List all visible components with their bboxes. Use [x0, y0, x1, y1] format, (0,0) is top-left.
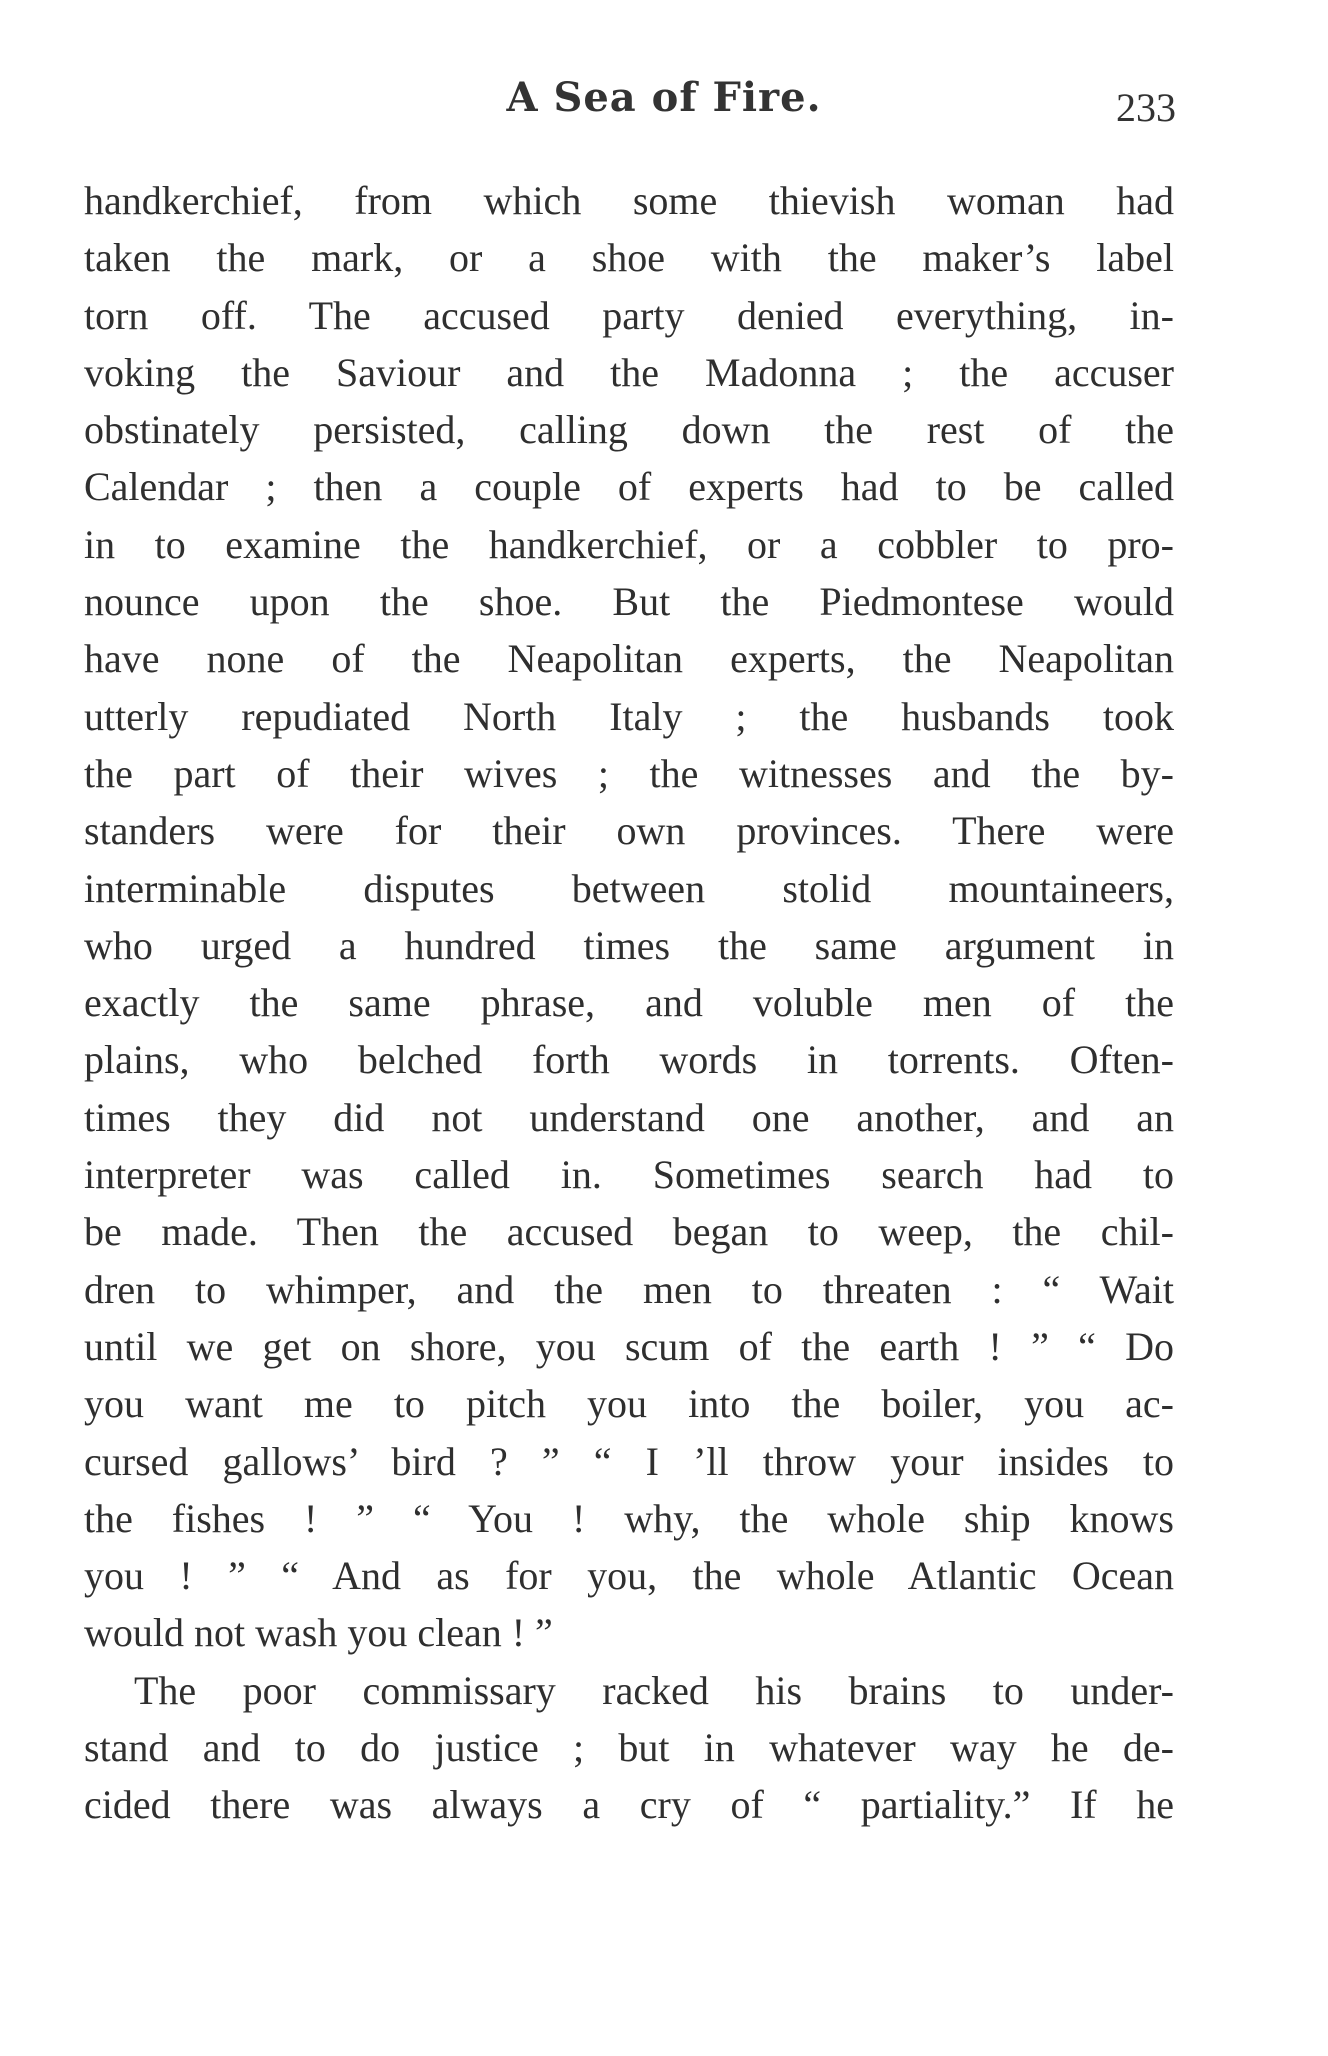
- text-line: until we get on shore, you scum of the earth ! ” “ Do: [84, 1323, 1174, 1369]
- text-line: torn off. The accused party denied everything, in-: [84, 292, 1174, 338]
- text-line: voking the Saviour and the Madonna ; the accuser: [84, 349, 1174, 395]
- text-line: Calendar ; then a couple of experts had to be called: [84, 464, 1174, 510]
- text-line: in to examine the handkerchief, or a cobbler to pro-: [84, 521, 1174, 567]
- paragraph-first-line: The poor commissary racked his brains to under-: [134, 1667, 1174, 1713]
- text-line: exactly the same phrase, and voluble men of the: [84, 980, 1174, 1026]
- text-line: plains, who belched forth words in torrents. Often-: [84, 1037, 1174, 1083]
- chapter-title: A Sea of Fire.: [506, 74, 822, 121]
- text-line: utterly repudiated North Italy ; the husbands took: [84, 693, 1174, 739]
- text-line: you want me to pitch you into the boiler, you ac-: [84, 1381, 1174, 1427]
- text-line: interpreter was called in. Sometimes search had to: [84, 1152, 1174, 1198]
- text-line: you ! ” “ And as for you, the whole Atlantic Ocean: [84, 1553, 1174, 1599]
- text-line: cided there was always a cry of “ partiality.” If he: [84, 1782, 1174, 1828]
- text-line: the fishes ! ” “ You ! why, the whole ship knows: [84, 1495, 1174, 1541]
- text-line: obstinately persisted, calling down the rest of the: [84, 407, 1174, 453]
- text-line: handkerchief, from which some thievish woman had: [84, 178, 1174, 223]
- text-line: interminable disputes between stolid mountaineers,: [84, 865, 1174, 911]
- paragraph-end-line: would not wash you clean ! ”: [84, 1610, 553, 1656]
- text-line: who urged a hundred times the same argument in: [84, 922, 1174, 968]
- text-line: taken the mark, or a shoe with the maker’s label: [84, 235, 1174, 281]
- text-line: times they did not understand one another, and an: [84, 1094, 1174, 1140]
- body-text: [84, 172, 1174, 1834]
- text-line: nounce upon the shoe. But the Piedmontese would: [84, 579, 1174, 625]
- running-head: [0, 72, 1328, 142]
- text-line: be made. Then the accused began to weep, the chil-: [84, 1209, 1174, 1255]
- text-line: stand and to do justice ; but in whatever way he de-: [84, 1725, 1174, 1771]
- text-line: dren to whimper, and the men to threaten : “ Wait: [84, 1266, 1174, 1312]
- text-line: have none of the Neapolitan experts, the Neapolitan: [84, 636, 1174, 682]
- text-line: the part of their wives ; the witnesses and the by-: [84, 750, 1174, 796]
- page-number: 233: [1116, 85, 1176, 130]
- text-line: standers were for their own provinces. There were: [84, 808, 1174, 854]
- text-line: cursed gallows’ bird ? ” “ I ’ll throw your insides to: [84, 1438, 1174, 1484]
